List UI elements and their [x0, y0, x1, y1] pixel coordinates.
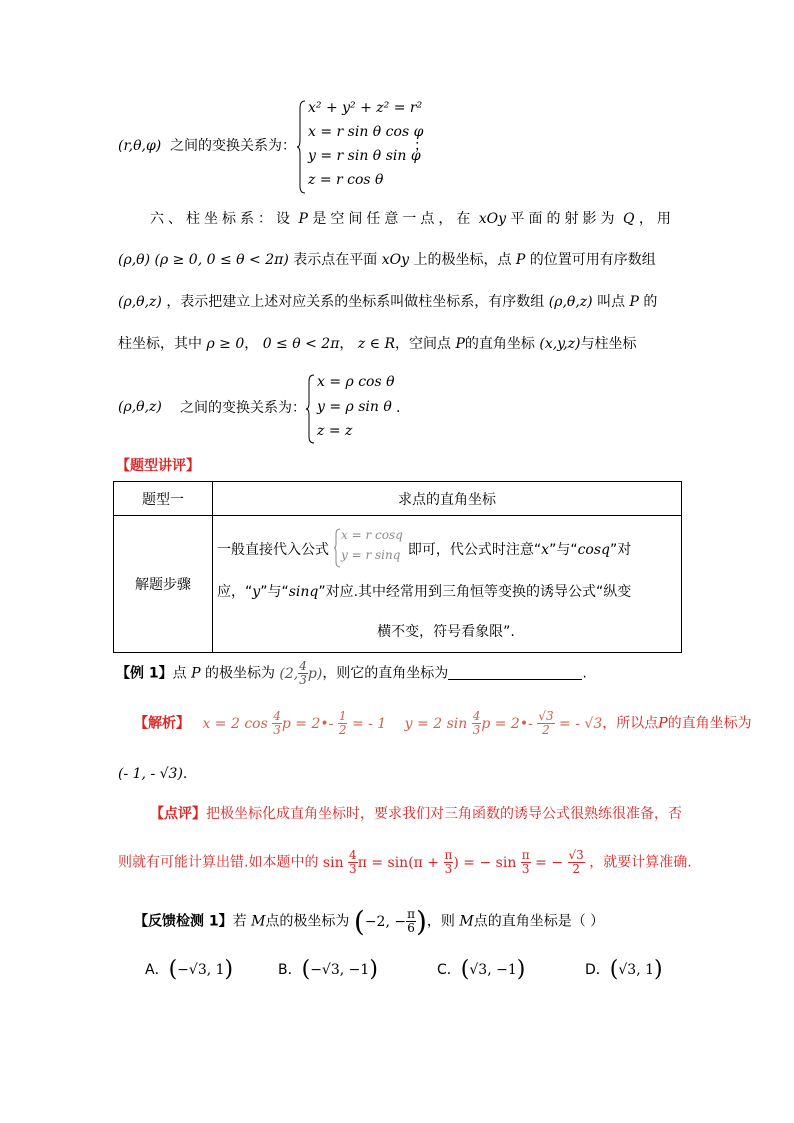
analysis-x-eq: x = 2 cos — [202, 715, 268, 732]
paren-right-icon: ) — [415, 904, 427, 938]
analysis-f4-num: √3 — [538, 709, 554, 723]
comment-f2-den: 3 — [444, 862, 453, 876]
comment-frac-1 — [348, 849, 358, 876]
option-a-value — [168, 957, 234, 982]
option-b-letter: B． — [278, 962, 302, 978]
comment-l2-a: 则就有可能计算出错.如本题中的 — [118, 854, 319, 871]
comment-f2-num: π — [444, 848, 453, 862]
comment-frac-2 — [444, 849, 454, 876]
answer-blank[interactable] — [448, 665, 582, 680]
cyl-line-3 — [118, 292, 657, 312]
feedback-coord — [353, 904, 427, 938]
analysis-x — [202, 709, 387, 737]
comment-l1: 把极坐标化成直角坐标时，要求我们对三角函数的诱导公式很熟练很准备，否 — [206, 806, 682, 822]
steps-line-3: 横不变，符号看象限”. — [377, 624, 515, 640]
example-coord-post: p) — [307, 665, 323, 682]
option-d-value — [609, 957, 663, 982]
cyl-line-1 — [150, 209, 690, 229]
option-b-value — [301, 957, 378, 982]
feedback-1 — [134, 904, 605, 938]
comment-label: 【点评】 — [150, 806, 206, 822]
analysis-text-2: 的直角坐标为 — [667, 715, 752, 732]
comment-eq-d: = − — [535, 854, 564, 871]
cyl-l1-p: P — [298, 211, 308, 227]
table-cell-title: 求点的直角坐标 — [213, 482, 682, 516]
analysis-f1-den: 3 — [273, 723, 281, 737]
paren-right-icon: ) — [516, 957, 526, 982]
analysis-answer-end: . — [182, 766, 188, 782]
paren-right-icon: ) — [654, 957, 663, 982]
steps-l2-sin: sinq — [288, 584, 319, 600]
steps-formula-top: x = r cosq — [341, 528, 403, 542]
analysis-f4-den: 2 — [542, 723, 550, 737]
cyl-l4-xyz: (x,y,z) — [539, 336, 581, 352]
cyl-l5-a: (ρ,θ,z) — [118, 399, 162, 415]
left-brace-icon — [305, 374, 315, 444]
option-c-value — [460, 957, 526, 982]
analysis-frac-4 — [537, 710, 554, 737]
analysis-x-end: = - 1 — [351, 715, 387, 732]
steps-l1-a: 一般直接代入公式 — [217, 542, 329, 558]
analysis-answer: (- 1, - √3) — [118, 766, 183, 782]
cyl-l3-c: (ρ,θ,z) — [548, 294, 593, 310]
option-b-text: −√3, −1 — [310, 962, 370, 978]
comment-l2-b: ，就要计算准确. — [589, 854, 692, 871]
example-frac-num: 4 — [299, 659, 307, 673]
analysis-f1-num: 4 — [273, 709, 281, 723]
comment-eq — [322, 848, 585, 876]
analysis-frac-2 — [338, 710, 348, 737]
paren-right-icon: ) — [369, 957, 378, 982]
cyl-l2-c: 上的极坐标，点 — [413, 252, 512, 268]
analysis-y-end: = - √3 — [559, 715, 603, 732]
comment-f1-num: 4 — [349, 848, 357, 862]
table-cell-steps-label: 解题步骤 — [114, 516, 213, 653]
table-cell-type: 题型一 — [114, 482, 213, 516]
cyl-line-4 — [118, 334, 637, 354]
analysis-y-mid: p = 2•- — [481, 715, 533, 732]
steps-line-1 — [217, 540, 631, 560]
steps-line-2 — [217, 582, 631, 602]
cyl-l4-c: 的直角坐标 — [464, 336, 535, 352]
option-d-letter: D． — [585, 962, 610, 978]
comment-line-2 — [118, 849, 692, 876]
solution-table — [113, 481, 682, 653]
cyl-l4-z: z ∈ R — [357, 336, 396, 352]
cyl-l4-sep1: ， — [244, 336, 259, 352]
sphere-label-prefix: (r,θ,φ) — [118, 138, 162, 154]
comment-frac-4 — [568, 849, 585, 876]
feedback-frac-num: π — [407, 907, 415, 921]
steps-l1-x: x — [541, 542, 550, 558]
cyl-l2-p: P — [515, 252, 526, 268]
comment-f4-num: √3 — [568, 848, 584, 862]
feedback-text-d: 点的直角坐标是（ ） — [473, 913, 605, 930]
example-end: . — [582, 665, 587, 682]
steps-l1-d: ”对 — [610, 542, 632, 558]
analysis-label: 【解析】 — [134, 715, 190, 732]
analysis-x-mid: p = 2•- — [281, 715, 334, 732]
analysis-f2-num: 1 — [338, 709, 347, 723]
cyl-l4-rho: ρ ≥ 0 — [206, 336, 245, 352]
cyl-l3-b: ，表示把建立上述对应关系的坐标系叫做柱坐标系，有序数组 — [166, 294, 545, 310]
cyl-l4-d: 与柱坐标 — [580, 336, 637, 352]
feedback-coord-pre: −2, − — [364, 913, 407, 930]
paren-left-icon: ( — [353, 904, 365, 938]
analysis-frac-1 — [272, 710, 282, 737]
cyl-l3-d: 叫点 — [597, 294, 626, 310]
example-text-b: 的极坐标为 — [204, 665, 275, 682]
feedback-m2: M — [459, 913, 474, 930]
comment-eq-a: sin — [322, 854, 344, 871]
comment-eq-b: π = sin(π + — [357, 854, 440, 871]
steps-l1-b: 即可，代公式时注意“ — [407, 542, 542, 558]
cyl-l3-p: P — [629, 294, 639, 310]
feedback-m: M — [251, 913, 266, 930]
paren-left-icon: ( — [460, 957, 470, 982]
paren-right-icon: ) — [224, 957, 234, 982]
feedback-text-b: 点的极坐标为 — [265, 913, 350, 930]
example-label: 【例 1】 — [116, 665, 173, 682]
comment-f1-den: 3 — [349, 862, 357, 876]
steps-l2-c: ”对应.其中经常用到三角恒等变换的诱导公式“纵变 — [318, 584, 632, 600]
sphere-eq-1: x² + y² + z² = r² — [308, 100, 423, 116]
steps-l2-a: 应，“ — [217, 584, 253, 600]
example-frac-den: 3 — [299, 673, 307, 687]
cyl-l5-b: 之间的变换关系为： — [180, 400, 306, 416]
option-c[interactable] — [437, 957, 526, 982]
cyl-l3-e: 的 — [643, 294, 658, 310]
sphere-relation — [118, 96, 438, 196]
feedback-frac-den: 6 — [407, 921, 415, 935]
cyl-l2-xoy: xOy — [381, 252, 409, 268]
feedback-label: 【反馈检测 1】 — [134, 913, 233, 930]
cyl-l1-b: 是空间任意一点，在 — [312, 211, 475, 227]
cyl-l1-a: 六、柱坐标系：设 — [150, 211, 294, 227]
analysis-f3-den: 3 — [472, 723, 481, 737]
analysis-text: ，所以点 — [602, 715, 659, 732]
cyl-l1-d: ，用 — [638, 211, 675, 227]
cyl-l3-a: (ρ,θ,z) — [118, 294, 162, 310]
paren-left-icon: ( — [609, 957, 619, 982]
example-fraction — [298, 660, 308, 687]
cyl-l2-a: (ρ,θ) (ρ ≥ 0, 0 ≤ θ < 2π) — [118, 252, 289, 268]
table-cell-steps — [213, 516, 682, 653]
table-row — [114, 482, 682, 516]
analysis-f2-den: 2 — [338, 723, 347, 737]
sphere-label-suffix: 之间的变换关系为： — [170, 138, 296, 154]
analysis-line-2 — [118, 764, 187, 784]
sphere-eq-4: z = r cos θ — [308, 172, 384, 188]
cyl-eq-1: x = ρ cos θ — [317, 374, 395, 390]
analysis-f3-num: 4 — [472, 709, 481, 723]
cyl-end: . — [396, 400, 401, 416]
example-text-a: 点 — [172, 665, 187, 682]
option-d[interactable] — [585, 957, 663, 982]
example-1 — [116, 660, 587, 687]
cyl-l4-theta: 0 ≤ θ < 2π — [262, 336, 340, 352]
comment-f4-den: 2 — [572, 862, 580, 876]
option-c-text: √3, −1 — [469, 962, 517, 978]
section-heading: 【题型讲评】 — [116, 458, 200, 474]
cyl-l4-p: P — [455, 336, 465, 352]
option-a-text: −√3, 1 — [177, 962, 225, 978]
comment-frac-3 — [521, 849, 531, 876]
cyl-l2-d: 的位置可用有序数组 — [529, 252, 656, 268]
example-text-c: ，则它的直角坐标为 — [322, 665, 449, 682]
cyl-l1-c: 平面的射影为 — [510, 211, 619, 227]
cyl-l1-q: Q — [622, 211, 635, 227]
steps-l1-c: ”与“ — [549, 542, 578, 558]
option-b[interactable] — [278, 957, 378, 982]
comment-eq-c: ) = − sin — [453, 854, 517, 871]
example-coord — [279, 659, 323, 687]
paren-left-icon: ( — [168, 957, 178, 982]
steps-l2-y: y — [252, 584, 261, 600]
cyl-relation — [118, 372, 438, 444]
steps-formula-bottom: y = r sinq — [341, 548, 401, 562]
comment-f3-den: 3 — [521, 862, 530, 876]
analysis-p: P — [658, 715, 668, 732]
feedback-text-c: ，则 — [426, 913, 455, 930]
sphere-eq-3: y = r sin θ sin φ — [308, 148, 421, 164]
cyl-l4-b: ，空间点 — [395, 336, 452, 352]
comment-f3-num: π — [521, 848, 530, 862]
option-d-text: √3, 1 — [618, 962, 655, 978]
cyl-l1-xoy: xOy — [478, 211, 507, 227]
example-p: P — [191, 665, 201, 682]
cyl-l2-b: 表示点在平面 — [293, 252, 378, 268]
paren-left-icon: ( — [301, 957, 311, 982]
cyl-l4-a: 柱坐标，其中 — [118, 336, 202, 352]
analysis-frac-3 — [472, 710, 482, 737]
cyl-line-2 — [118, 250, 656, 270]
option-c-letter: C． — [437, 962, 461, 978]
analysis-y-eq: y = 2 sin — [404, 715, 468, 732]
left-brace-icon — [296, 100, 306, 194]
cyl-l4-sep2: ， — [339, 336, 354, 352]
example-coord-pre: (2, — [279, 665, 299, 682]
analysis-y — [404, 709, 603, 737]
cyl-eq-2: y = ρ sin θ — [317, 399, 392, 415]
comment-line-1 — [150, 804, 682, 824]
left-brace-icon — [333, 528, 341, 568]
feedback-fraction — [406, 908, 416, 935]
feedback-text-a: 若 — [232, 913, 247, 930]
steps-l2-b: ”与“ — [260, 584, 289, 600]
sphere-eq-2: x = r sin θ cos φ — [308, 124, 424, 140]
sphere-end: ； — [414, 138, 428, 154]
cyl-eq-3: z = z — [317, 423, 353, 439]
option-a[interactable] — [145, 957, 234, 982]
option-a-letter: A． — [145, 962, 169, 978]
analysis-line-1 — [134, 710, 752, 737]
steps-l1-cos: cosq — [577, 542, 611, 558]
table-row — [114, 516, 682, 653]
